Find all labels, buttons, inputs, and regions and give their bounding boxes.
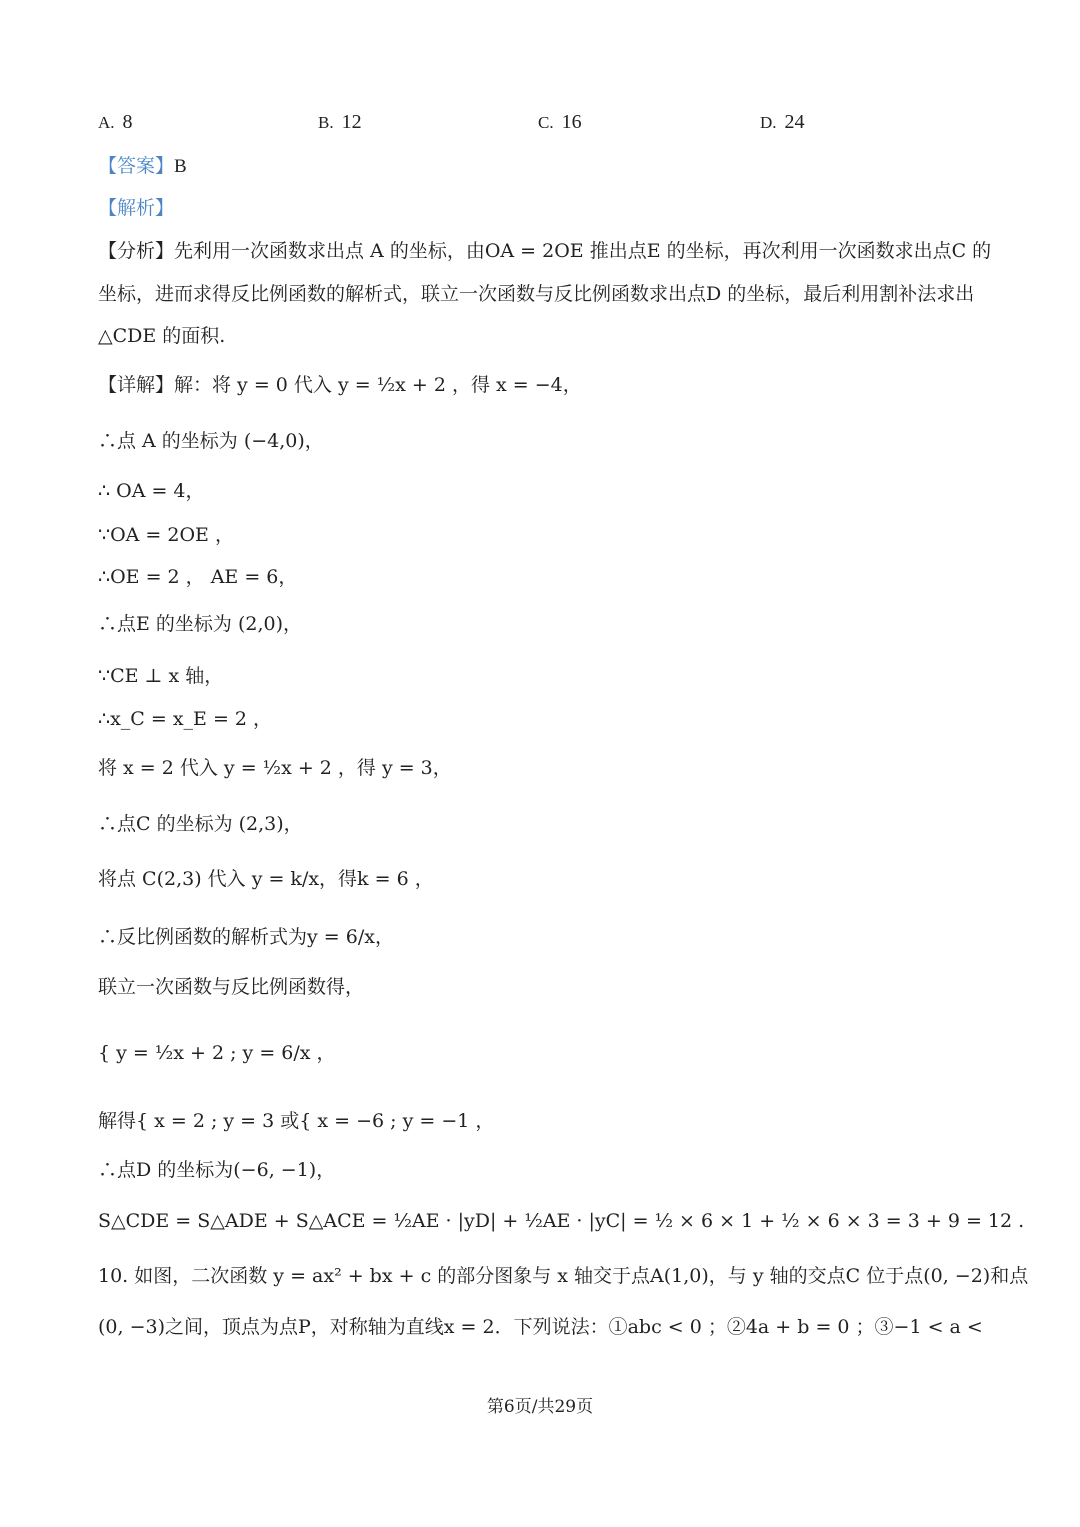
answer-line: [98, 153, 187, 180]
option-value: 24: [784, 111, 805, 133]
option-value: 12: [341, 111, 362, 133]
detail-text: 解：将 y = 0 代入 y = ½x + 2 ，得 x = −4，: [174, 374, 582, 396]
option-letter: B.: [318, 113, 334, 132]
option-value: 8: [122, 111, 133, 133]
area-formula: S△CDE = S△ADE + S△ACE = ½AE · |yD| + ½AE · |yC| = ½ × 6 × 1 + ½ × 6 × 3 = 3 + 9 = 12 .: [98, 1210, 1025, 1232]
fenxi-line-2: 坐标，进而求得反比例函数的解析式，联立一次函数与反比例函数求出点D 的坐标，最后利用割补法求出: [98, 283, 975, 305]
answer-tag: 【答案】: [98, 155, 175, 177]
detail-line-10: ∴点C 的坐标为 (2,3)，: [98, 813, 303, 835]
analysis-tag: 【解析】: [98, 197, 175, 219]
page-footer: 第6页/共29页: [486, 1397, 594, 1417]
option-d: [760, 111, 805, 134]
option-a: [98, 111, 133, 134]
detail-tag: 【详解】: [98, 374, 175, 396]
detail-line-5: ∴OE = 2 ， AE = 6，: [98, 566, 298, 588]
detail-line-4: ∵OA = 2OE ，: [98, 524, 234, 546]
fenxi-text: 先利用一次函数求出点 A 的坐标，由OA = 2OE 推出点E 的坐标，再次利用一次函数求出点C 的: [174, 240, 992, 262]
option-b: [318, 111, 362, 134]
option-letter: C.: [538, 113, 554, 132]
detail-line-12: ∴反比例函数的解析式为y = 6/x，: [98, 926, 394, 948]
equation-system-1: { y = ½x + 2 ; y = 6/x ，: [98, 1042, 336, 1064]
question-10-line-1: 10. 如图，二次函数 y = ax² + bx + c 的部分图象与 x 轴交于点A(1,0)，与 y 轴的交点C 位于点(0, −2)和点: [98, 1265, 1029, 1287]
question-10-line-2: (0, −3)之间，顶点为点P，对称轴为直线x = 2．下列说法：①abc < 0 ；②4a + b = 0 ；③−1 < a <: [98, 1316, 983, 1338]
detail-line-3: ∴ OA = 4，: [98, 480, 205, 502]
equation-solution: 解得{ x = 2 ; y = 3 或{ x = −6 ; y = −1 ，: [98, 1110, 495, 1132]
answer-value: B: [174, 156, 187, 177]
detail-line-16: ∴点D 的坐标为(−6, −1)，: [98, 1159, 336, 1181]
option-letter: A.: [98, 113, 115, 132]
detail-line-2: ∴点 A 的坐标为 (−4,0)，: [98, 430, 324, 452]
option-value: 16: [561, 111, 582, 133]
detail-line-9: 将 x = 2 代入 y = ½x + 2 ，得 y = 3，: [98, 757, 452, 779]
option-letter: D.: [760, 113, 777, 132]
detail-line-6: ∴点E 的坐标为 (2,0)，: [98, 613, 302, 635]
option-c: [538, 111, 582, 134]
detail-line-11: 将点 C(2,3) 代入 y = k/x，得k = 6 ，: [98, 868, 434, 890]
fenxi-line-3: △CDE 的面积.: [98, 325, 226, 347]
detail-line-13: 联立一次函数与反比例函数得，: [98, 976, 365, 998]
detail-line-8: ∴x_C = x_E = 2 ，: [98, 708, 273, 730]
fenxi-tag: 【分析】: [98, 240, 175, 262]
fenxi-line-1: [98, 238, 991, 264]
detail-line-7: ∵CE ⊥ x 轴，: [98, 665, 224, 687]
detail-line-1: [98, 372, 582, 398]
